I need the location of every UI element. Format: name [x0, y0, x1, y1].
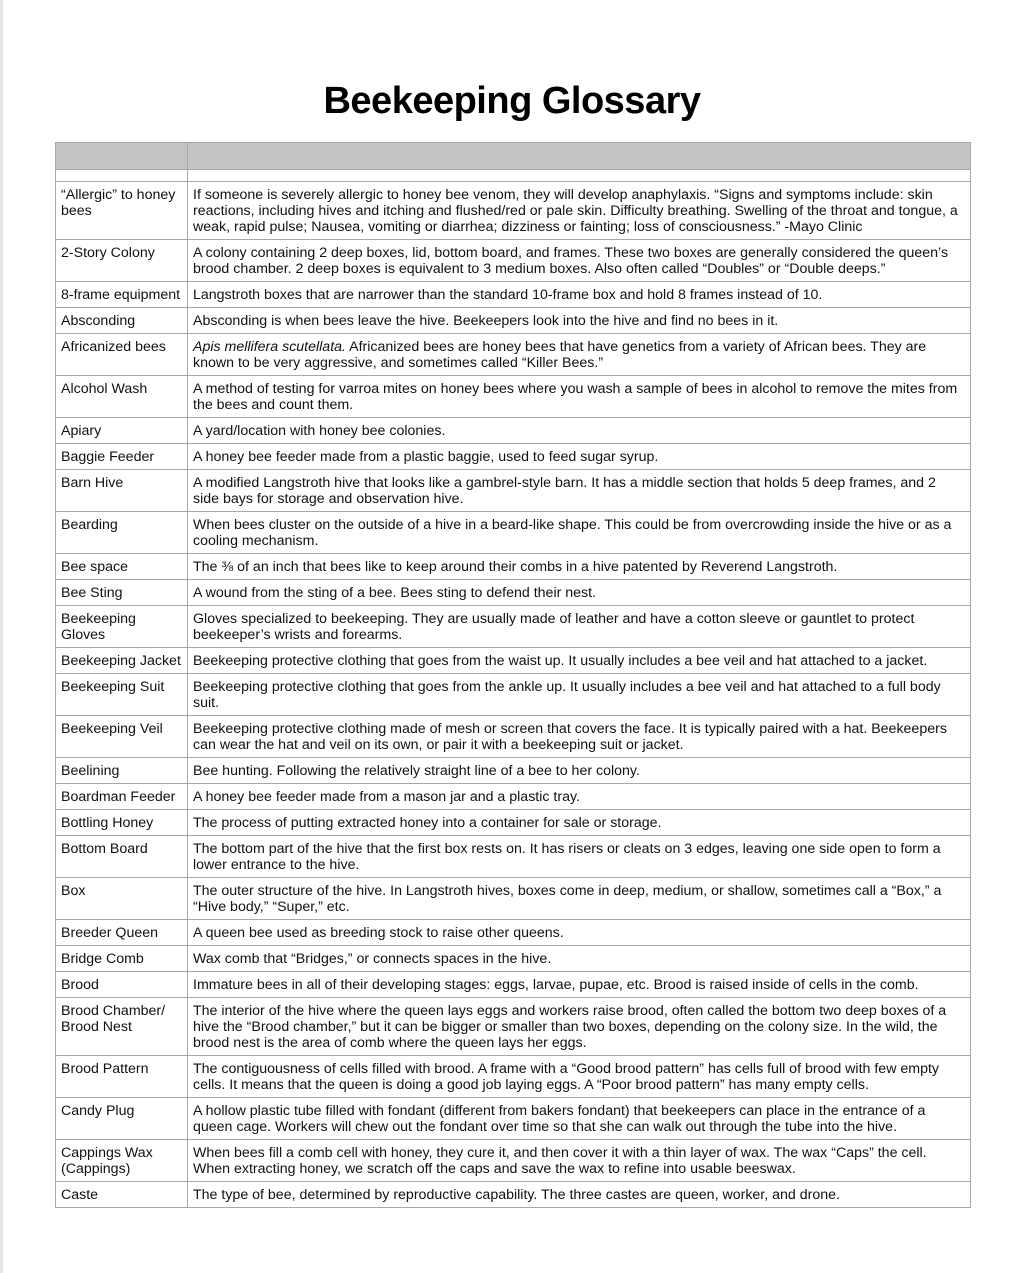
definition-cell: Beekeeping protective clothing that goes from the waist up. It usually includes a bee veil and hat attached to a jacket.: [188, 648, 971, 674]
scientific-name: Apis mellifera scutellata.: [193, 339, 346, 355]
term-cell: Brood Pattern: [56, 1056, 188, 1098]
definition-cell: Bee hunting. Following the relatively straight line of a bee to her colony.: [188, 758, 971, 784]
table-row: [56, 470, 971, 512]
term-cell: Beekeeping Gloves: [56, 606, 188, 648]
table-row: [56, 648, 971, 674]
term-cell: 8-frame equipment: [56, 282, 188, 308]
definition-cell: The type of bee, determined by reproductive capability. The three castes are queen, worker, and drone.: [188, 1182, 971, 1208]
term-cell: Box: [56, 878, 188, 920]
definition-text: Africanized bees are honey bees that have genetics from a variety of African bees. They are known to be very aggressive, and sometimes called “Killer Bees.”: [193, 339, 927, 371]
table-row: [56, 784, 971, 810]
definition-cell: Wax comb that “Bridges,” or connects spaces in the hive.: [188, 946, 971, 972]
header-cell-term: [56, 143, 188, 170]
table-row: [56, 376, 971, 418]
definition-cell: A honey bee feeder made from a plastic baggie, used to feed sugar syrup.: [188, 444, 971, 470]
definition-cell: The contiguousness of cells filled with brood. A frame with a “Good brood pattern” has cells full of brood with few empty cells. It means that the queen is doing a good job laying eggs. A “Poor brood pattern” has many empty cells.: [188, 1056, 971, 1098]
definition-cell: The ⅜ of an inch that bees like to keep around their combs in a hive patented by Reverend Langstroth.: [188, 554, 971, 580]
table-row: [56, 1056, 971, 1098]
definition-cell: Gloves specialized to beekeeping. They are usually made of leather and have a cotton sleeve or gauntlet to protect beekeeper’s wrists and forearms.: [188, 606, 971, 648]
definition-cell: Beekeeping protective clothing made of mesh or screen that covers the face. It is typically paired with a hat. Beekeepers can wear the hat and veil on its own, or pair it with a beekeeping suit or jacket.: [188, 716, 971, 758]
term-cell: Beekeeping Veil: [56, 716, 188, 758]
header-cell-definition: [188, 143, 971, 170]
definition-cell: The process of putting extracted honey into a container for sale or storage.: [188, 810, 971, 836]
term-cell: Caste: [56, 1182, 188, 1208]
table-row: [56, 1098, 971, 1140]
term-cell: Bottom Board: [56, 836, 188, 878]
definition-cell: A queen bee used as breeding stock to raise other queens.: [188, 920, 971, 946]
table-row: [56, 878, 971, 920]
page-title: Beekeeping Glossary: [323, 80, 701, 122]
table-row: [56, 1182, 971, 1208]
term-cell: Breeder Queen: [56, 920, 188, 946]
glossary-table: [55, 142, 971, 1208]
definition-cell: A honey bee feeder made from a mason jar and a plastic tray.: [188, 784, 971, 810]
term-cell: Cappings Wax (Cappings): [56, 1140, 188, 1182]
table-row: [56, 946, 971, 972]
term-cell: Beelining: [56, 758, 188, 784]
term-cell: Apiary: [56, 418, 188, 444]
term-cell: Bridge Comb: [56, 946, 188, 972]
term-cell: Beekeeping Jacket: [56, 648, 188, 674]
term-cell: Baggie Feeder: [56, 444, 188, 470]
definition-cell: A method of testing for varroa mites on honey bees where you wash a sample of bees in alcohol to remove the mites from the bees and count them.: [188, 376, 971, 418]
term-cell: Absconding: [56, 308, 188, 334]
table-row: [56, 308, 971, 334]
table-row: [56, 182, 971, 240]
definition-cell: A modified Langstroth hive that looks like a gambrel-style barn. It has a middle section that holds 5 deep frames, and 2 side bays for storage and observation hive.: [188, 470, 971, 512]
page-edge: [0, 0, 3, 1273]
term-cell: Bee space: [56, 554, 188, 580]
table-row: [56, 998, 971, 1056]
table-row: [56, 972, 971, 998]
table-row: [56, 758, 971, 784]
term-cell: “Allergic” to honey bees: [56, 182, 188, 240]
table-row: [56, 836, 971, 878]
term-cell: Alcohol Wash: [56, 376, 188, 418]
definition-cell: A hollow plastic tube filled with fondant (different from bakers fondant) that beekeepers can place in the entrance of a queen cage. Workers will chew out the fondant over time so that she can walk out through the tube into the hive.: [188, 1098, 971, 1140]
term-cell: Beekeeping Suit: [56, 674, 188, 716]
header-spacer: [56, 170, 971, 182]
term-cell: Bee Sting: [56, 580, 188, 606]
term-cell: Candy Plug: [56, 1098, 188, 1140]
table-row: [56, 240, 971, 282]
term-cell: Bearding: [56, 512, 188, 554]
table-row: [56, 512, 971, 554]
definition-cell: If someone is severely allergic to honey bee venom, they will develop anaphylaxis. “Signs and symptoms include: skin reactions, including hives and itching and flushed/red or pale skin. Difficulty breathing. Swelling of the throat and tongue, a weak, rapid pulse; Nausea, vomiting or diarrhea; dizziness or fainting; loss of consciousness.” -Mayo Clinic: [188, 182, 971, 240]
definition-cell: The interior of the hive where the queen lays eggs and workers raise brood, often called the bottom two deep boxes of a hive the “Brood chamber,” but it can be bigger or smaller than two boxes, depending on the colony size. In the wild, the brood nest is the area of comb where the queen lays her eggs.: [188, 998, 971, 1056]
table-row: [56, 716, 971, 758]
table-row: [56, 418, 971, 444]
definition-cell: When bees cluster on the outside of a hive in a beard-like shape. This could be from overcrowding inside the hive or as a cooling mechanism.: [188, 512, 971, 554]
definition-cell: Beekeeping protective clothing that goes from the ankle up. It usually includes a bee veil and hat attached to a full body suit.: [188, 674, 971, 716]
table-row: [56, 334, 971, 376]
term-cell: Brood: [56, 972, 188, 998]
term-cell: Boardman Feeder: [56, 784, 188, 810]
definition-cell: The bottom part of the hive that the first box rests on. It has risers or cleats on 3 edges, leaving one side open to form a lower entrance to the hive.: [188, 836, 971, 878]
term-cell: Barn Hive: [56, 470, 188, 512]
table-row: [56, 606, 971, 648]
term-cell: Brood Chamber/ Brood Nest: [56, 998, 188, 1056]
term-cell: Africanized bees: [56, 334, 188, 376]
table-header-row: [56, 143, 971, 170]
definition-cell: A yard/location with honey bee colonies.: [188, 418, 971, 444]
table-row: [56, 444, 971, 470]
table-row: [56, 554, 971, 580]
definition-cell: The outer structure of the hive. In Langstroth hives, boxes come in deep, medium, or shallow, sometimes call a “Box,” a “Hive body,” “Super,” etc.: [188, 878, 971, 920]
table-row: [56, 1140, 971, 1182]
table-row: [56, 810, 971, 836]
definition-cell: [188, 334, 971, 376]
definition-cell: A colony containing 2 deep boxes, lid, bottom board, and frames. These two boxes are generally considered the queen’s brood chamber. 2 deep boxes is equivalent to 3 medium boxes. Also often called “Doubles” or “Double deeps.”: [188, 240, 971, 282]
definition-cell: Absconding is when bees leave the hive. Beekeepers look into the hive and find no bees in it.: [188, 308, 971, 334]
definition-cell: Immature bees in all of their developing stages: eggs, larvae, pupae, etc. Brood is raised inside of cells in the comb.: [188, 972, 971, 998]
definition-cell: When bees fill a comb cell with honey, they cure it, and then cover it with a thin layer of wax. The wax “Caps” the cell. When extracting honey, we scratch off the caps and save the wax to refine into usable beeswax.: [188, 1140, 971, 1182]
term-cell: 2-Story Colony: [56, 240, 188, 282]
definition-cell: Langstroth boxes that are narrower than the standard 10-frame box and hold 8 frames instead of 10.: [188, 282, 971, 308]
table-row: [56, 674, 971, 716]
definition-cell: A wound from the sting of a bee. Bees sting to defend their nest.: [188, 580, 971, 606]
table-row: [56, 282, 971, 308]
table-row: [56, 580, 971, 606]
table-row: [56, 920, 971, 946]
term-cell: Bottling Honey: [56, 810, 188, 836]
